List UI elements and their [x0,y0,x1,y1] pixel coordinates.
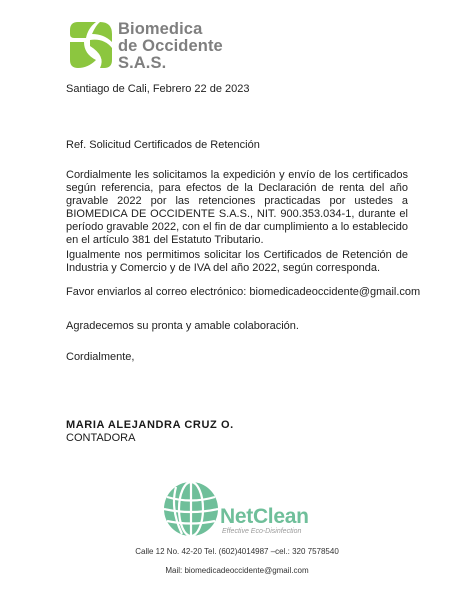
company-name-line3: S.A.S. [118,54,167,72]
company-name [118,21,223,72]
signature-name: MARIA ALEJANDRA CRUZ O. [66,419,234,431]
letter-date: Santiago de Cali, Febrero 22 de 2023 [66,83,250,95]
letter-closing: Cordialmente, [66,351,135,363]
biomedica-logo-icon [66,20,114,70]
netclean-tagline: Effective Eco-Disinfection [222,528,302,535]
letter-paragraph-2: Igualmente nos permitimos solicitar los Certificados de Retención de Industria y Comercio y de IVA del año 2022, según corresponda. [66,249,408,274]
netclean-globe-icon [162,480,220,538]
letter-paragraph-1: Cordialmente les solicitamos la expedición y envío de los certificados según referencia, para efectos de la Declaración de renta del año gravable 2022 por las retenciones practicadas por ustedes a BIOMEDICA DE OCCIDENTE S.A.S., NIT. 900.353.034-1, durante el período gravable 2022, con el fin de dar cumplimiento a lo establecido en el artículo 381 del Estatuto Tributario. [66,169,408,246]
signature-role: CONTADORA [66,432,136,444]
company-name-line2: de Occidente [118,37,223,55]
letter-paragraph-email: Favor enviarlos al correo electrónico: biomedicadeoccidente@gmail.com [66,286,421,298]
footer-address: Calle 12 No. 42-20 Tel. (602)4014987 –cel.: 320 7578540 [135,547,339,556]
footer-mail: Mail: biomedicadeoccidente@gmail.com [165,566,309,575]
netclean-brand-name: NetClean [220,505,309,528]
company-name-line1: Biomedica [118,20,203,38]
letter-paragraph-thanks: Agradecemos su pronta y amable colaboración. [66,320,299,332]
letter-reference: Ref. Solicitud Certificados de Retención [66,139,260,151]
